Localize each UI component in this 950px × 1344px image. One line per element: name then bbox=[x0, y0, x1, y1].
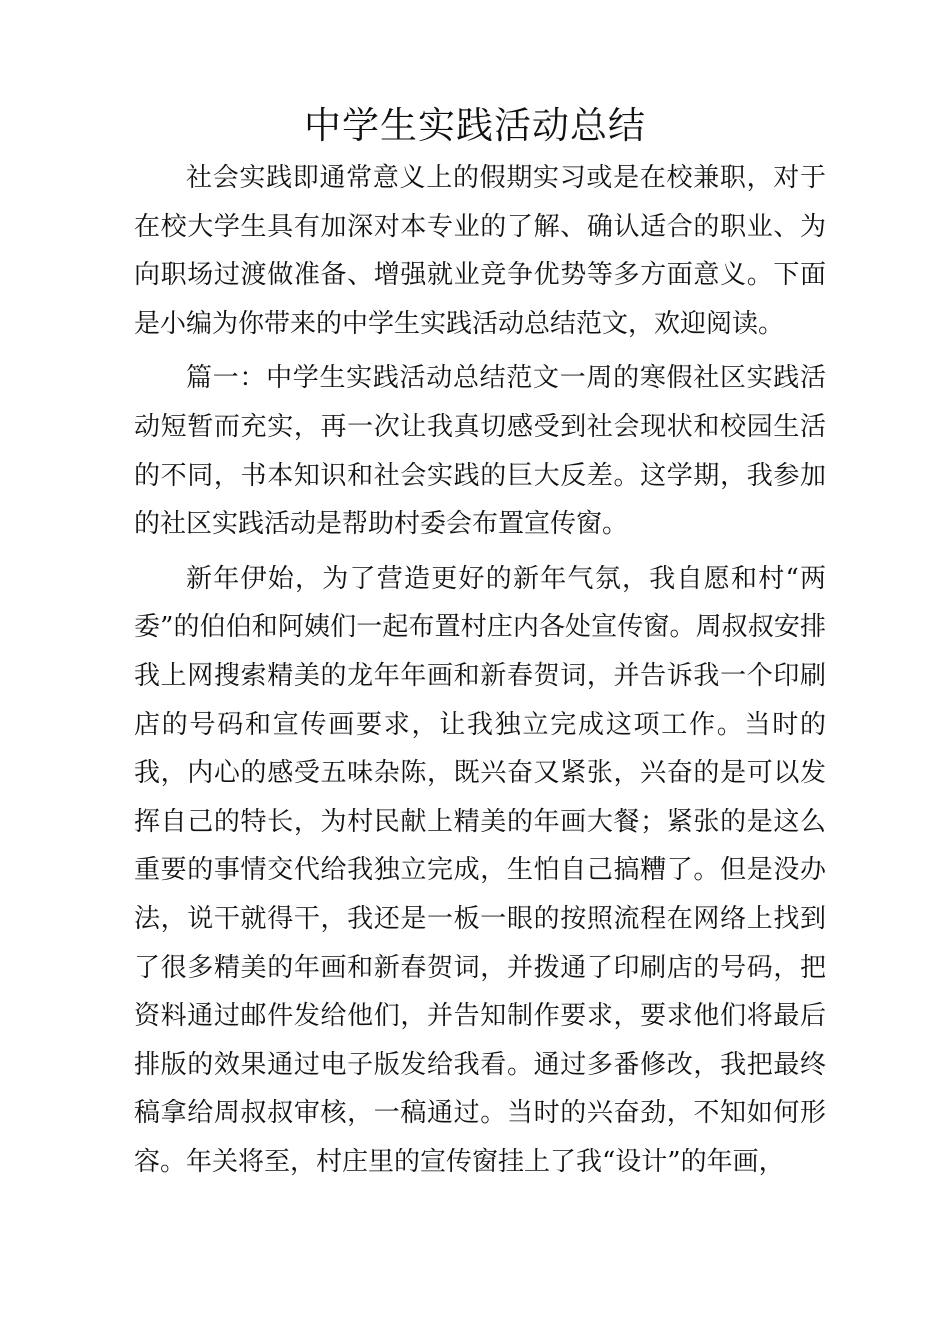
page-title: 中学生实践活动总结 bbox=[304, 104, 646, 147]
paragraph-new-year: 新年伊始，为了营造更好的新年气氛，我自愿和村“两委”的伯伯和阿姨们一起布置村庄内各处宣传窗。周叔叔安排我上网搜索精美的龙年年画和新春贺词，并告诉我一个印刷店的号码和宣传画要求，让我独立完成这项工作。当时的我，内心的感受五味杂陈，既兴奋又紧张，兴奋的是可以发挥自己的特长，为村民献上精美的年画大餐；紧张的是这么重要的事情交代给我独立完成，生怕自己搞糟了。但是没办法，说干就得干，我还是一板一眼的按照流程在网络上找到了很多精美的年画和新春贺词，并拨通了印刷店的号码，把资料通过邮件发给他们，并告知制作要求，要求他们将最后排版的效果通过电子版发给我看。通过多番修改，我把最终稿拿给周叔叔审核，一稿通过。当时的兴奋劲，不知如何形容。年关将至，村庄里的宣传窗挂上了我“设计”的年画， bbox=[134, 563, 826, 1177]
paragraph-part-one: 篇一：中学生实践活动总结范文一周的寒假社区实践活动短暂而充实，再一次让我真切感受到社会现状和校园生活的不同，书本知识和社会实践的巨大反差。这学期，我参加的社区实践活动是帮助村委会布置宣传窗。 bbox=[134, 363, 826, 540]
document-body bbox=[134, 154, 826, 1186]
paragraph-intro: 社会实践即通常意义上的假期实习或是在校兼职，对于在校大学生具有加深对本专业的了解、确认适合的职业、为向职场过渡做准备、增强就业竞争优势等多方面意义。下面是小编为你带来的中学生实践活动总结范文，欢迎阅读。 bbox=[134, 163, 826, 339]
